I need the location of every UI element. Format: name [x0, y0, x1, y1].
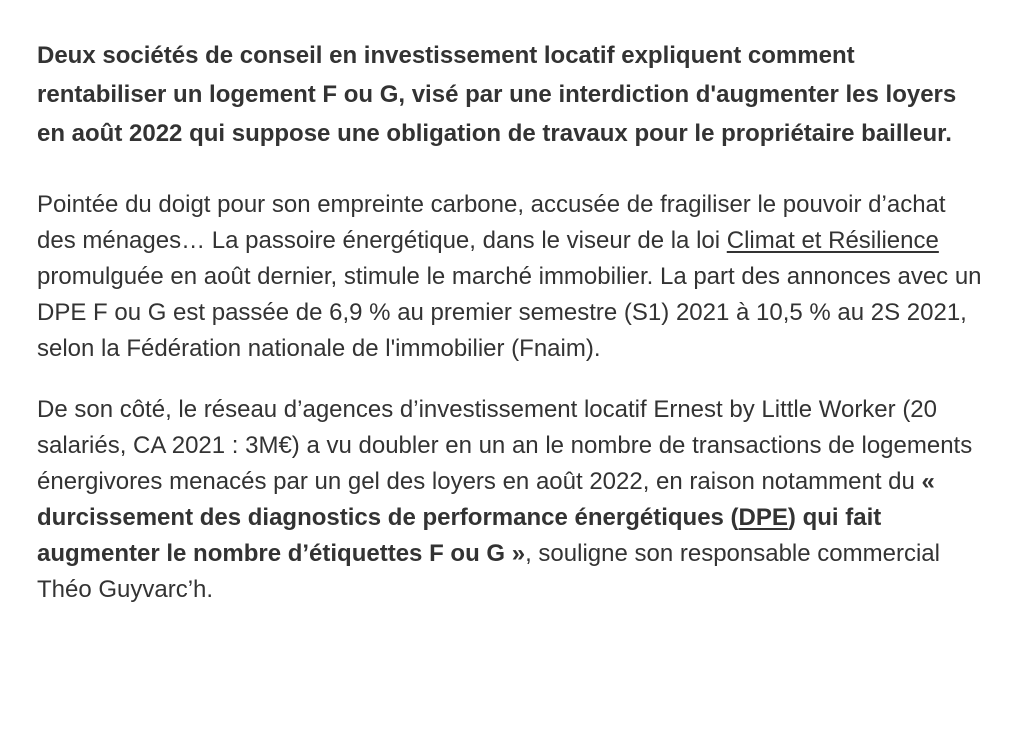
- paragraph-2-outro: , souligne son responsable commercial Théo Guyvarc’h.: [37, 540, 940, 603]
- quote-start: « durcissement des diagnostics de performance énergétiques (: [37, 468, 935, 531]
- climat-resilience-link[interactable]: Climat et Résilience: [726, 227, 939, 254]
- article-paragraph-1: [37, 187, 987, 367]
- paragraph-1-text-after-link: promulguée en août dernier, stimule le marché immobilier. La part des annonces avec un DPE F ou G est passée de 6,9 % au premier semestre (S1) 2021 à 10,5 % au 2S 2021, selon la Fédération nationale de l'immobilier (Fnaim).: [37, 263, 982, 362]
- article-lead: Deux sociétés de conseil en investissement locatif expliquent comment rentabiliser un logement F ou G, visé par une interdiction d'augmenter les loyers en août 2022 qui suppose une obligation de travaux pour le propriétaire bailleur.: [37, 42, 957, 147]
- dpe-link[interactable]: DPE: [738, 504, 788, 531]
- paragraph-2-intro: De son côté, le réseau d’agences d’investissement locatif Ernest by Little Worker (20 salariés, CA 2021 : 3M€) a vu doubler en un an le nombre de transactions de logements énergivores menacés par un gel des loyers en août 2022, en raison notamment du: [37, 396, 973, 495]
- paragraph-1-text-before-link: Pointée du doigt pour son empreinte carbone, accusée de fragiliser le pouvoir d’achat des ménages… La passoire énergétique, dans le viseur de la loi: [37, 191, 946, 254]
- article-paragraph-2: [37, 392, 987, 608]
- article-body: [37, 36, 987, 608]
- quote-end: ) qui fait augmenter le nombre d’étiquettes F ou G »: [37, 504, 882, 567]
